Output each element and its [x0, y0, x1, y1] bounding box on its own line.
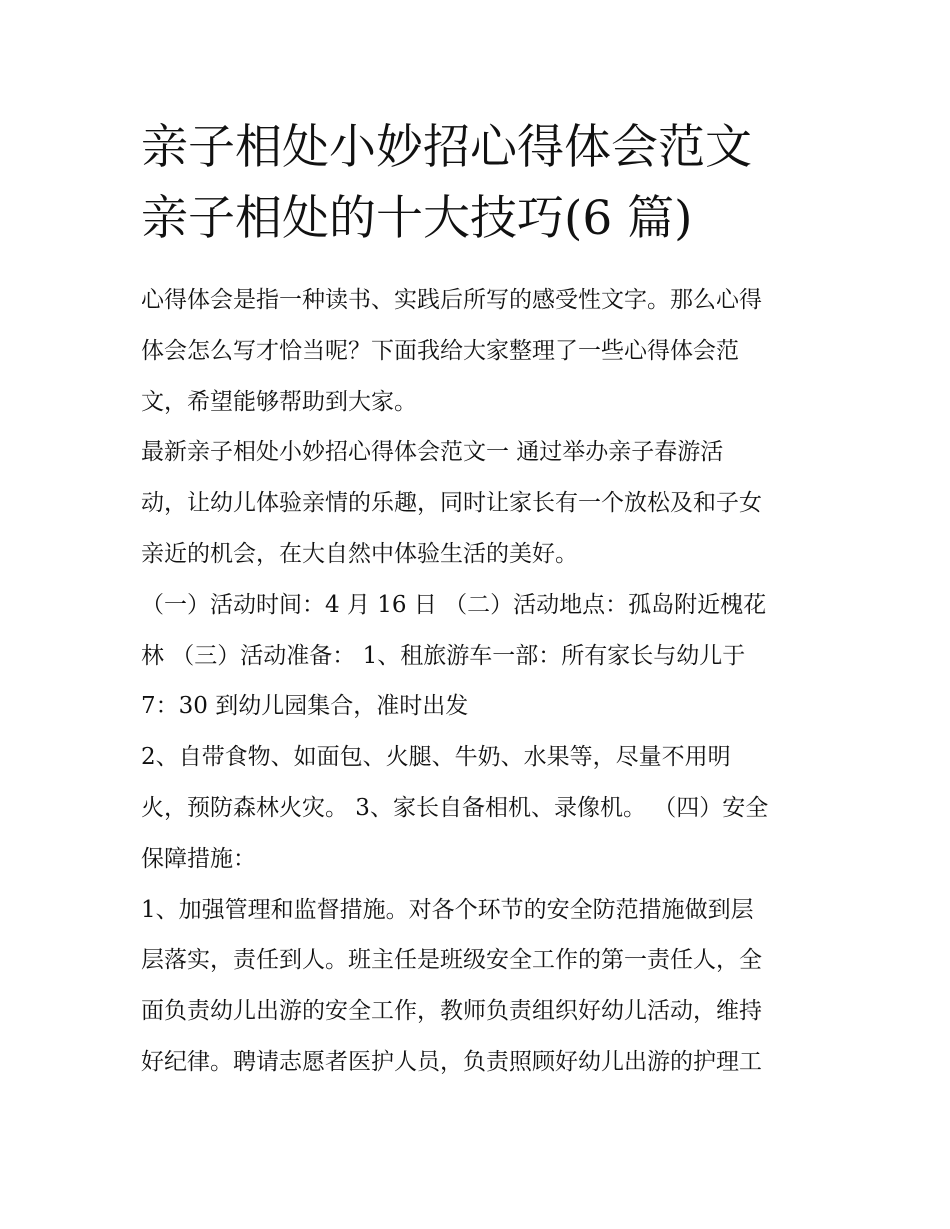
body-line: 心得体会是指一种读书、实践后所写的感受性文字。那么心得: [141, 287, 762, 313]
body-line: 2、自带食物、如面包、火腿、牛奶、水果等，尽量不用明: [141, 744, 731, 771]
body-line: 林 （三）活动准备： 1、租旅游车一部：所有家长与幼儿于: [141, 642, 746, 669]
body-line: 火，预防森林火灾。 3、家长自备相机、录像机。 （四）安全: [141, 794, 769, 821]
body-line: 1、加强管理和监督措施。对各个环节的安全防范措施做到层: [141, 896, 754, 923]
body-line: 文，希望能够帮助到大家。: [141, 388, 417, 415]
body-line: 体会怎么写才恰当呢？下面我给大家整理了一些心得体会范: [141, 337, 739, 364]
body-line: 亲近的机会，在大自然中体验生活的美好。: [141, 540, 578, 567]
document-title: [141, 112, 831, 254]
body-line: 面负责幼儿出游的安全工作，教师负责组织好幼儿活动，维持: [141, 998, 762, 1025]
body-line: 7：30 到幼儿园集合，准时出发: [141, 693, 469, 720]
body-line: 动，让幼儿体验亲情的乐趣，同时让家长有一个放松及和子女: [141, 490, 762, 517]
title-line: 亲子相处小妙招心得体会范文: [141, 120, 752, 175]
body-line: 保障措施：: [141, 845, 256, 872]
body-line: 层落实，责任到人。班主任是班级安全工作的第一责任人，全: [141, 947, 762, 974]
body-line: 好纪律。聘请志愿者医护人员，负责照顾好幼儿出游的护理工: [141, 1048, 762, 1075]
body-line: （一）活动时间：4 月 16 日 （二）活动地点：孤岛附近槐花: [141, 591, 767, 618]
title-line: 亲子相处的十大技巧(6 篇): [141, 191, 693, 246]
document-body: [141, 275, 821, 1088]
body-line: 最新亲子相处小妙招心得体会范文一 通过举办亲子春游活: [141, 439, 724, 466]
